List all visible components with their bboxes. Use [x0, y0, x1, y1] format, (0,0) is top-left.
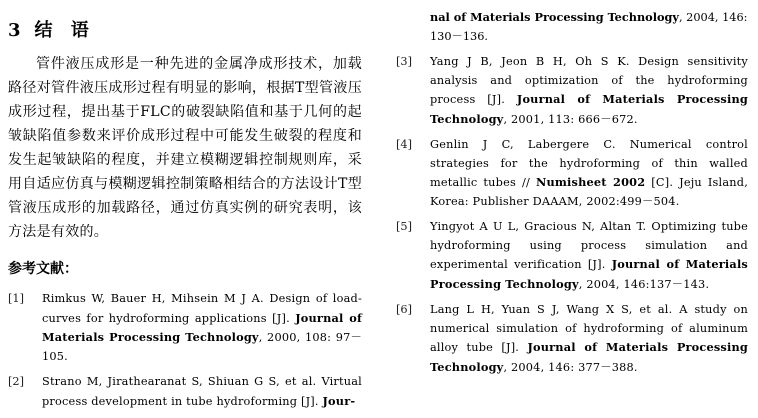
reference-item — [8, 373, 362, 411]
reference-item — [396, 136, 748, 211]
reference-text: Genlin J C, Labergere C. Numerical control strategies for the hydroforming of thin walled metallic tubes // Numisheet 2002 [C]. Jeju Island, Korea: Publisher DAAAM, 2002:499－504. — [430, 138, 748, 208]
references-heading: 参考文献： — [8, 261, 78, 277]
reference-text: Yingyot A U L, Gracious N, Altan T. Optimizing tube hydroforming using process simulation and experimental verification [J]. Journal of Materials Processing Technology, 2004, 146:137－143. — [430, 220, 748, 291]
conclusion-paragraph: 管件液压成形是一种先进的金属净成形技术，加载路径对管件液压成形过程有明显的影响，根据T型管液压成形过程，提出基于FLC的破裂缺陷值和基于几何的起皱缺陷值参数来评价成形过程中可能发生破裂的程度和发生起皱缺陷的程度，并建立模糊逻辑控制规则库，采用自适应仿真与模糊逻辑控制策略相结合的方法设计T型管液压成形的加载路径，通过仿真实例的研究表明，该方法是有效的。 — [8, 56, 362, 240]
reference-text: Lang L H, Yuan S J, Wang X S, et al. A study on numerical simulation of hydroforming of aluminum alloy tube [J]. Journal of Materials Processing Technology, 2004, 146: 377－388. — [430, 303, 748, 374]
reference-index: [6] — [396, 303, 413, 316]
journal-name: Journal of Materials Processing Technology — [42, 310, 363, 344]
journal-name: Jour- — [322, 393, 356, 408]
reference-index: [1] — [8, 292, 25, 305]
reference-item — [396, 301, 748, 377]
reference-item — [396, 218, 748, 294]
reference-index: [5] — [396, 220, 413, 233]
journal-name: Journal of Materials Processing Technology — [430, 92, 748, 126]
reference-text: Rimkus W, Bauer H, Mihsein M J A. Design of load-curves for hydroforming applications [J]. Journal of Materials Processing Technology, 2000, 108: 97－105. — [42, 292, 363, 363]
reference-text: Yang J B, Jeon B H, Oh S K. Design sensitivity analysis and optimization of the hydroforming process [J]. Journal of Materials Processing Technology, 2001, 113: 666－672. — [430, 55, 748, 126]
journal-name: Journal of Materials Processing Technology — [430, 257, 748, 291]
reference-item — [396, 53, 748, 129]
journal-name: nal of Materials Processing Technology — [430, 10, 679, 24]
section-title: 结 语 — [34, 20, 95, 41]
section-heading — [8, 16, 362, 42]
reference-continuation: nal of Materials Processing Technology, 2004, 146: 130－136. — [430, 10, 748, 43]
reference-item — [8, 290, 362, 366]
left-column — [8, 8, 362, 418]
journal-name: Numisheet 2002 — [535, 175, 646, 189]
reference-index: [2] — [8, 375, 25, 388]
reference-index: [4] — [396, 138, 413, 151]
section-number: 3 — [8, 20, 21, 41]
right-column — [396, 8, 748, 384]
reference-index: [3] — [396, 55, 413, 68]
journal-name: Journal of Materials Processing Technology — [430, 340, 748, 374]
reference-text: Strano M, Jirathearanat S, Shiuan G S, et al. Virtual process development in tube hydroforming [J]. Jour- — [42, 375, 362, 408]
